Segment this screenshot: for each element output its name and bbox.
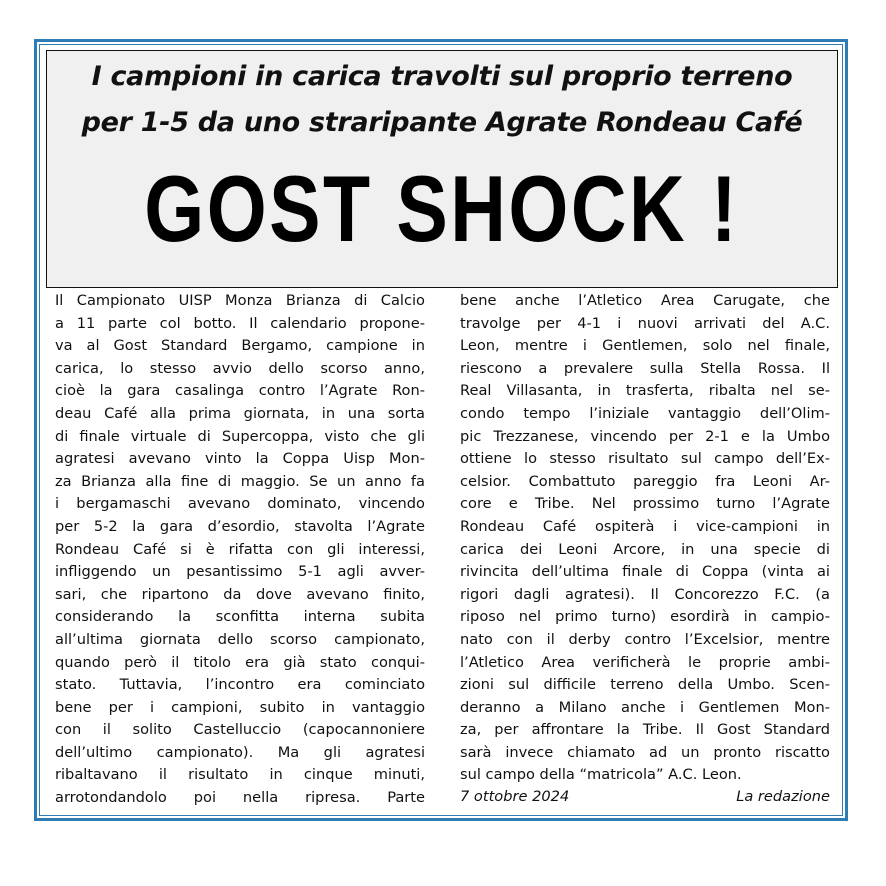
- article-line: a 11 parte col botto. Il calendario propone-: [55, 314, 425, 332]
- headline-subtitle-line-1: I campioni in carica travolti sul proprio terreno: [91, 61, 793, 92]
- article-column-left: [55, 290, 425, 810]
- article-line: rigori dagli agratesi). Il Concorezzo F.C. (a: [460, 585, 830, 603]
- article-line: all’ultima giornata dello scorso campionato,: [55, 630, 425, 648]
- article-line: bene per i campioni, subito in vantaggio: [55, 698, 425, 716]
- article-line: stato. Tuttavia, l’incontro era cominciato: [55, 676, 425, 694]
- article-line: riescono a prevalere sulla Stella Rossa. Il: [460, 359, 830, 377]
- article-line: za, per affrontare la Tribe. Il Gost Standard: [460, 721, 830, 739]
- article-line: za Brianza alla fine di maggio. Se un anno fa: [55, 472, 425, 490]
- headline-title: [47, 149, 837, 269]
- article-line: core e Tribe. Nel prossimo turno l’Agrate: [460, 495, 830, 513]
- article-line: va al Gost Standard Bergamo, campione in: [55, 337, 425, 355]
- article-line: travolge per 4-1 i nuovi arrivati del A.C.: [460, 314, 830, 332]
- article-date: 7 ottobre 2024: [460, 788, 570, 805]
- article-line: celsior. Combattuto pareggio fra Leoni Ar-: [460, 472, 830, 490]
- article-line: ribaltavano il risultato in cinque minuti,: [55, 766, 425, 784]
- article-line: sari, che ripartono da dove avevano finito,: [55, 585, 425, 603]
- article-line: zioni sul difficile terreno della Umbo. Scen-: [460, 676, 830, 694]
- article-line: per 5-2 la gara d’esordio, stavolta l’Agrate: [55, 517, 425, 535]
- article-line: dell’ultimo campionato). Ma gli agratesi: [55, 743, 425, 761]
- article-line: quando però il titolo era già stato conqui-: [55, 653, 425, 671]
- article-line: sarà invece chiamato ad un pronto riscatto: [460, 743, 830, 761]
- article-line: Leon, mentre i Gentlemen, solo nel finale,: [460, 337, 830, 355]
- article-line: l’Atletico Area verificherà le proprie ambi-: [460, 653, 830, 671]
- article-line: deranno a Milano anche i Gentlemen Mon-: [460, 698, 830, 716]
- article-line: nato con il derby contro l’Excelsior, mentre: [460, 630, 830, 648]
- article-line: rivincita dell’ultima finale di Coppa (vinta ai: [460, 563, 830, 581]
- article-line: carica, lo stesso avvio dello scorso anno,: [55, 359, 425, 377]
- article-line: ottiene lo stesso risultato sul campo dell’Ex-: [460, 450, 830, 468]
- headline-subtitle-line-2: per 1-5 da uno straripante Agrate Rondeau Café: [81, 107, 803, 138]
- article-line: riposo nel primo turno) esordirà in campio-: [460, 608, 830, 626]
- article-line: Rondeau Café si è rifatta con gli interessi,: [55, 540, 425, 558]
- article-column-right: [460, 290, 830, 787]
- article-line: considerando la sconfitta interna subita: [55, 608, 425, 626]
- article-line: Real Villasanta, in trasferta, ribalta nel se-: [460, 382, 830, 400]
- article-line: con il solito Castelluccio (capocannoniere: [55, 721, 425, 739]
- article-line: pic Trezzanese, vincendo per 2-1 e la Umbo: [460, 427, 830, 445]
- article-line: di finale virtuale di Supercoppa, visto che gli: [55, 427, 425, 445]
- article-line: Il Campionato UISP Monza Brianza di Calcio: [55, 292, 425, 309]
- article-line: deau Café alla prima giornata, in una sorta: [55, 404, 425, 422]
- article-line: bene anche l’Atletico Area Carugate, che: [460, 292, 830, 309]
- article-line: arrotondandolo poi nella ripresa. Parte: [55, 789, 425, 807]
- article-line: i bergamaschi avevano dominato, vincendo: [55, 495, 425, 513]
- article-line: sul campo della “matricola” A.C. Leon.: [460, 766, 742, 784]
- article-signature: La redazione: [736, 788, 830, 805]
- headline-title-text: GOST SHOCK !: [144, 156, 740, 261]
- article-line: cioè la gara casalinga contro l’Agrate Ron-: [55, 382, 425, 400]
- article-line: carica dei Leoni Arcore, in una specie di: [460, 540, 830, 558]
- article-line: infliggendo un pesantissimo 5-1 agli avver-: [55, 563, 425, 581]
- article-line: Rondeau Café ospiterà i vice-campioni in: [460, 517, 830, 535]
- article-line: agratesi avevano vinto la Coppa Uisp Mon-: [55, 450, 425, 468]
- headline-box: [46, 50, 838, 288]
- article-line: condo tempo l’iniziale vantaggio dell’Olim-: [460, 404, 830, 422]
